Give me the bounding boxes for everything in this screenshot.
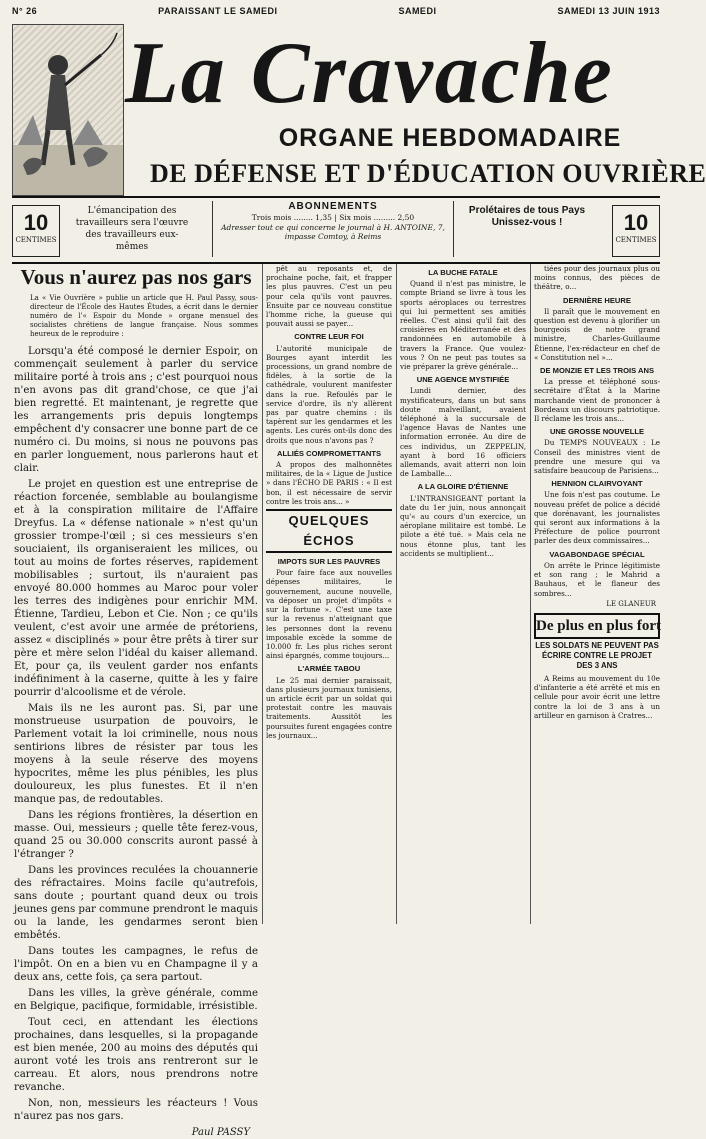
price-unit-left: CENTIMES: [15, 236, 57, 244]
column-4: [400, 264, 526, 924]
top-line: [12, 6, 660, 20]
col5-heading-grosse: UNE GROSSE NOUVELLE: [549, 427, 645, 437]
col5-soldats: A Reims au mouvement du 10e d'infanterie a été arrêté et mis en cellule pour avoir écrit une lettre contre la loi de 3 ans à un artilleur en garnison à Cratres...: [534, 673, 660, 720]
price-unit-right: CENTIMES: [615, 236, 657, 244]
info-bar: [12, 199, 660, 261]
price-box-right: [612, 205, 660, 257]
newspaper-title: La Cravache: [125, 25, 614, 122]
col3-leur-foi: L'autorité municipale de Bourges ayant interdit les processions, un grand nombre de fidèles, à la sortie de la cathédrale, voulurent manifester dans la rue. Refoulés par le service d'ordre, ils n'y allèrent pas par quatre chemins : ils tapèrent sur les gendarmes et les agents. Les curés ont-ils donc des droits que nous n'avons pas ?: [266, 343, 392, 445]
column-separator: [396, 264, 397, 924]
subscriptions-rates: Trois mois ........ 1,35 | Six mois ......... 2,50: [251, 213, 415, 222]
col4-agence: Lundi dernier, des mystificateurs, dans un but sans doute malveillant, avaient téléphoné à la succursale de l'agence Havas de Nantes une information erronée. Au dire de ces individus, un ZEPPELIN, ayant à bord 16 officiers allemands, avait atterri non loin de Lamballe...: [400, 386, 526, 479]
col4-heading-gloire: A LA GLOIRE D'ÉTIENNE: [417, 482, 509, 492]
col4-buche: Quand il n'est pas ministre, le compte Briand se livre à tous les sports aéroplaces ou terrestres qui lui permettent ses amitiés réelles. C'est ainsi qu'il fait des croisières en Méditerranée et des randonnées en automobile à travers la France. Que voulez-vous ? On ne peut pas toutes sa vie préparer la grève générale...: [400, 279, 526, 372]
column-3: [266, 264, 392, 924]
col3-armee: Le 25 mai dernier paraissait, dans plusieurs journaux tunisiens, un article écrit par un soldat qui protestait contre les mauvais traitements. Aussitôt les poursuites furent engagées contre les journaux...: [266, 675, 392, 740]
column-separator: [530, 264, 531, 924]
lead-paragraph: Lorsqu'a été composé le dernier Espoir, on commençait seulement à parler du service militaire porté à trois ans ; c'est pourquoi nous n'en avons pas dit grand'chose, ce que j'ai bien regretté. Et maintenant, je regrette que les arrangements pris depuis longtemps empêchent d'y consacrer une bonne part de ce numéro ci. Du moins, si nous ne pouvons pas en parler longuement, nous parlerons haut et clair.: [14, 346, 258, 474]
emancipation-motto: L'émancipation des travailleurs sera l'œuvre des travailleurs eux-mêmes: [75, 206, 189, 252]
lead-paragraph: Dans les régions frontières, la désertion en masse. Oui, messieurs ; quelle tête ferez-vous, quand 25 ou 30.000 conscrits auront passé à l'étranger ?: [14, 810, 258, 860]
issue-date: SAMEDI 13 JUIN 1913: [557, 6, 660, 16]
lead-paragraph: Tout ceci, en attendant les élections prochaines, dans lesquelles, si la propagande est bien menée, 200 au moins des députés qui auront voté les trois ans rentreront sur le carreau. Et alors, nous prendrons notre revanche.: [14, 1017, 258, 1093]
rule-top: [12, 196, 660, 198]
lead-article-intro: La « Vie Ouvrière » publie un article que H. Paul Passy, sous-directeur de l'École des Hautes Études, a écrit dans le dernier numéro de l'« Espoir du Monde » organe mensuel des socialistes chrétiens de langue française. Nous sommes heureux de le reproduire :: [30, 294, 258, 338]
lead-article-title: Vous n'aurez pas nos gars: [20, 265, 252, 289]
col5-hennion: Une fois n'est pas coutume. Le nouveau préfet de police a décidé que dorénavant, les journalistes qui seront aux informations à la Préfecture de police pourront parler des deux commissaires...: [534, 490, 660, 546]
lead-article: [14, 264, 258, 1138]
publication-day: SAMEDI: [398, 6, 437, 16]
col5-lead: tiées pour des journaux plus ou moins connus, des pièces de théâtre, o...: [534, 264, 660, 292]
publication-frequency: PARAISSANT LE SAMEDI: [158, 6, 278, 16]
lead-paragraph: Dans toutes les campagnes, le refus de l'impôt. On en a bien vu en Champagne il y a deux ans, cette fois, ça sera partout.: [14, 946, 258, 983]
subtitle-organe: ORGANE HEBDOMADAIRE: [278, 124, 622, 152]
lead-paragraph: Dans les provinces reculées la chouannerie des réfractaires. Moins facile qu'autrefois, sans doute ; pourtant quand deux ou trois jeunes gens par commune prendront le maquis ou la lande, les gendarmes seront bien embêtés.: [14, 865, 258, 941]
subscriptions-box: [212, 201, 454, 257]
plus-fort-heading: De plus en plus fort: [534, 613, 660, 639]
col4-heading-agence: UNE AGENCE MYSTIFIÉE: [416, 375, 510, 385]
col5-signature: LE GLANEUR: [606, 599, 656, 608]
col5-heading-vagabondage: VAGABONDAGE SPÉCIAL: [549, 549, 645, 559]
subscriptions-address: Adresser tout ce qui concerne le journal à H. ANTOINE, 7, impasse Comtoy, à Reims: [221, 222, 445, 241]
lead-paragraph: Dans les villes, la grève générale, comme en Belgique, pacifique, formidable, irrésistible.: [14, 988, 258, 1012]
column-separator: [262, 264, 263, 924]
column-5: [534, 264, 660, 924]
col3-heading-leur-foi: CONTRE LEUR FOI: [294, 332, 364, 342]
price-value-right: 10: [623, 210, 649, 235]
subtitle-defense: DE DÉFENSE ET D'ÉDUCATION OUVRIÈRE: [150, 159, 706, 188]
col3-heading-armee: L'ARMÉE TABOU: [297, 664, 361, 674]
col5-vagabondage: On arrête le Prince légitimiste et son rang ; le Mahrid a Bauhaus, et le flaneur des sombres...: [534, 560, 660, 598]
col5-monzie: La presse et téléphoné sous-secrétaire d'État à la Marine marchande vient de prononcer à Bordeaux un discours patriotique. Il réclame les trois ans...: [534, 377, 660, 424]
lead-paragraph: Non, non, messieurs les réacteurs ! Vous n'aurez pas nos gars.: [14, 1098, 258, 1122]
lead-paragraph: Le projet en question est une entreprise de réaction forcenée, semblable au boulangisme et à la conspiration militaire de l'Affaire Dreyfus. La « défense nationale » n'est qu'un grossier trompe-l'œil ; si ces messieurs s'en souciaient, ils organiseraient les milices, ou tout au moins de fortes réserves, rapidement mobilisables ; surtout, ils n'auraient pas envoyé 80.000 hommes au Maroc pour voler les terres des indigènes pour enrichir MM. Étienne, Tardieu, Lebon et Cie. Non ; ce qu'ils veulent, c'est avoir une armée de prétoriens, assez « disciplinés » pour être prêts à tirer sur père et mère selon l'idéal du kaiser allemand. Et, pour ça, ils veulent garder nos enfants indéfiniment à la caserne, quitte à les y faire pourrir d'alcoolisme et de vérole.: [14, 479, 258, 698]
masthead-illustration: [12, 24, 124, 196]
price-box-left: [12, 205, 60, 257]
col5-heading-monzie: DE MONZIE ET LES TROIS ANS: [539, 366, 655, 376]
col3-allies: A propos des malhonnêtes militaires, de la « Ligue de Justice » dans l'ÉCHO DE PARIS : « Il est bon, il est nécessaire de servir contre les trois ans... »: [266, 460, 392, 506]
col3-heading-impots: IMPOTS SUR LES PAUVRES: [277, 557, 381, 567]
col4-gloire: L'INTRANSIGEANT portant la date du 1er juin, nous annonçait qu'« au cours d'un exercice, un aéroplane militaire est tombé. Le pilote a été tué. » Mais cela ne nous étonne plus, tant les accidents se multiplient...: [400, 493, 526, 558]
col3-impots: Pour faire face aux nouvelles dépenses militaires, le gouvernement, aucune nouvelle, va déposer un projet d'impôts « sur la fortune ». C'est une taxe sur la revenus n'atteignant que les personnes dont la revenu imposable excède la somme de 10.000 fr. Les plus riches seront ainsi épargnés, comme toujours...: [266, 568, 392, 661]
col5-grosse: Du TEMPS NOUVEAUX : Le Conseil des ministres vient de prendre une mesure qui va satisfaire beaucoup de Parisiens...: [534, 438, 660, 476]
soldats-subheading: LES SOLDATS NE PEUVENT PAS ÉCRIRE CONTRE LE PROJET DES 3 ANS: [535, 640, 659, 670]
col3-heading-allies: ALLIÉS COMPROMETTANTS: [276, 448, 382, 458]
lead-paragraph: Mais ils ne les auront pas. Si, par une monstrueuse usurpation de pouvoirs, le Parlement votait la loi criminelle, nous nous sentirions libres de résister par tous les moyens à la seule réserve des moyens hypocrites, même les plus pénibles, les plus douloureux, les plus funestes. Et il n'en manque pas, de redoutables.: [14, 703, 258, 805]
issue-number: N° 26: [12, 6, 38, 16]
col5-derniere: Il paraît que le mouvement en question est devenu à glorifier un bourgeois de notre grand ministre, Charles-Guillaume Étienne, l'ex-rédacteur en chef de « Constitution nel »...: [534, 306, 660, 362]
col4-heading-buche: LA BUCHE FATALE: [428, 268, 498, 277]
col5-heading-hennion: HENNION CLAIRVOYANT: [551, 479, 643, 489]
subscriptions-title: ABONNEMENTS: [288, 201, 378, 212]
col5-heading-derniere: DERNIÈRE HEURE: [563, 295, 631, 305]
echos-heading: QUELQUES ÉCHOS: [266, 509, 392, 553]
proletaires-motto: Prolétaires de tous Pays Unissez-vous !: [468, 205, 586, 228]
price-value-left: 10: [23, 210, 49, 235]
col3-lead: pêt au reposants et, de prochaine poche, fait, et frapper les plus pauvres. C'est un peu pour cela qu'ils vont pauvres. Ensuite par ce nouveau constitue l'homme riche, la gueuse qui pouvait aussi se payer...: [266, 264, 392, 329]
lead-article-signature: Paul PASSY: [191, 1127, 250, 1138]
lead-article-body: [14, 345, 258, 1139]
